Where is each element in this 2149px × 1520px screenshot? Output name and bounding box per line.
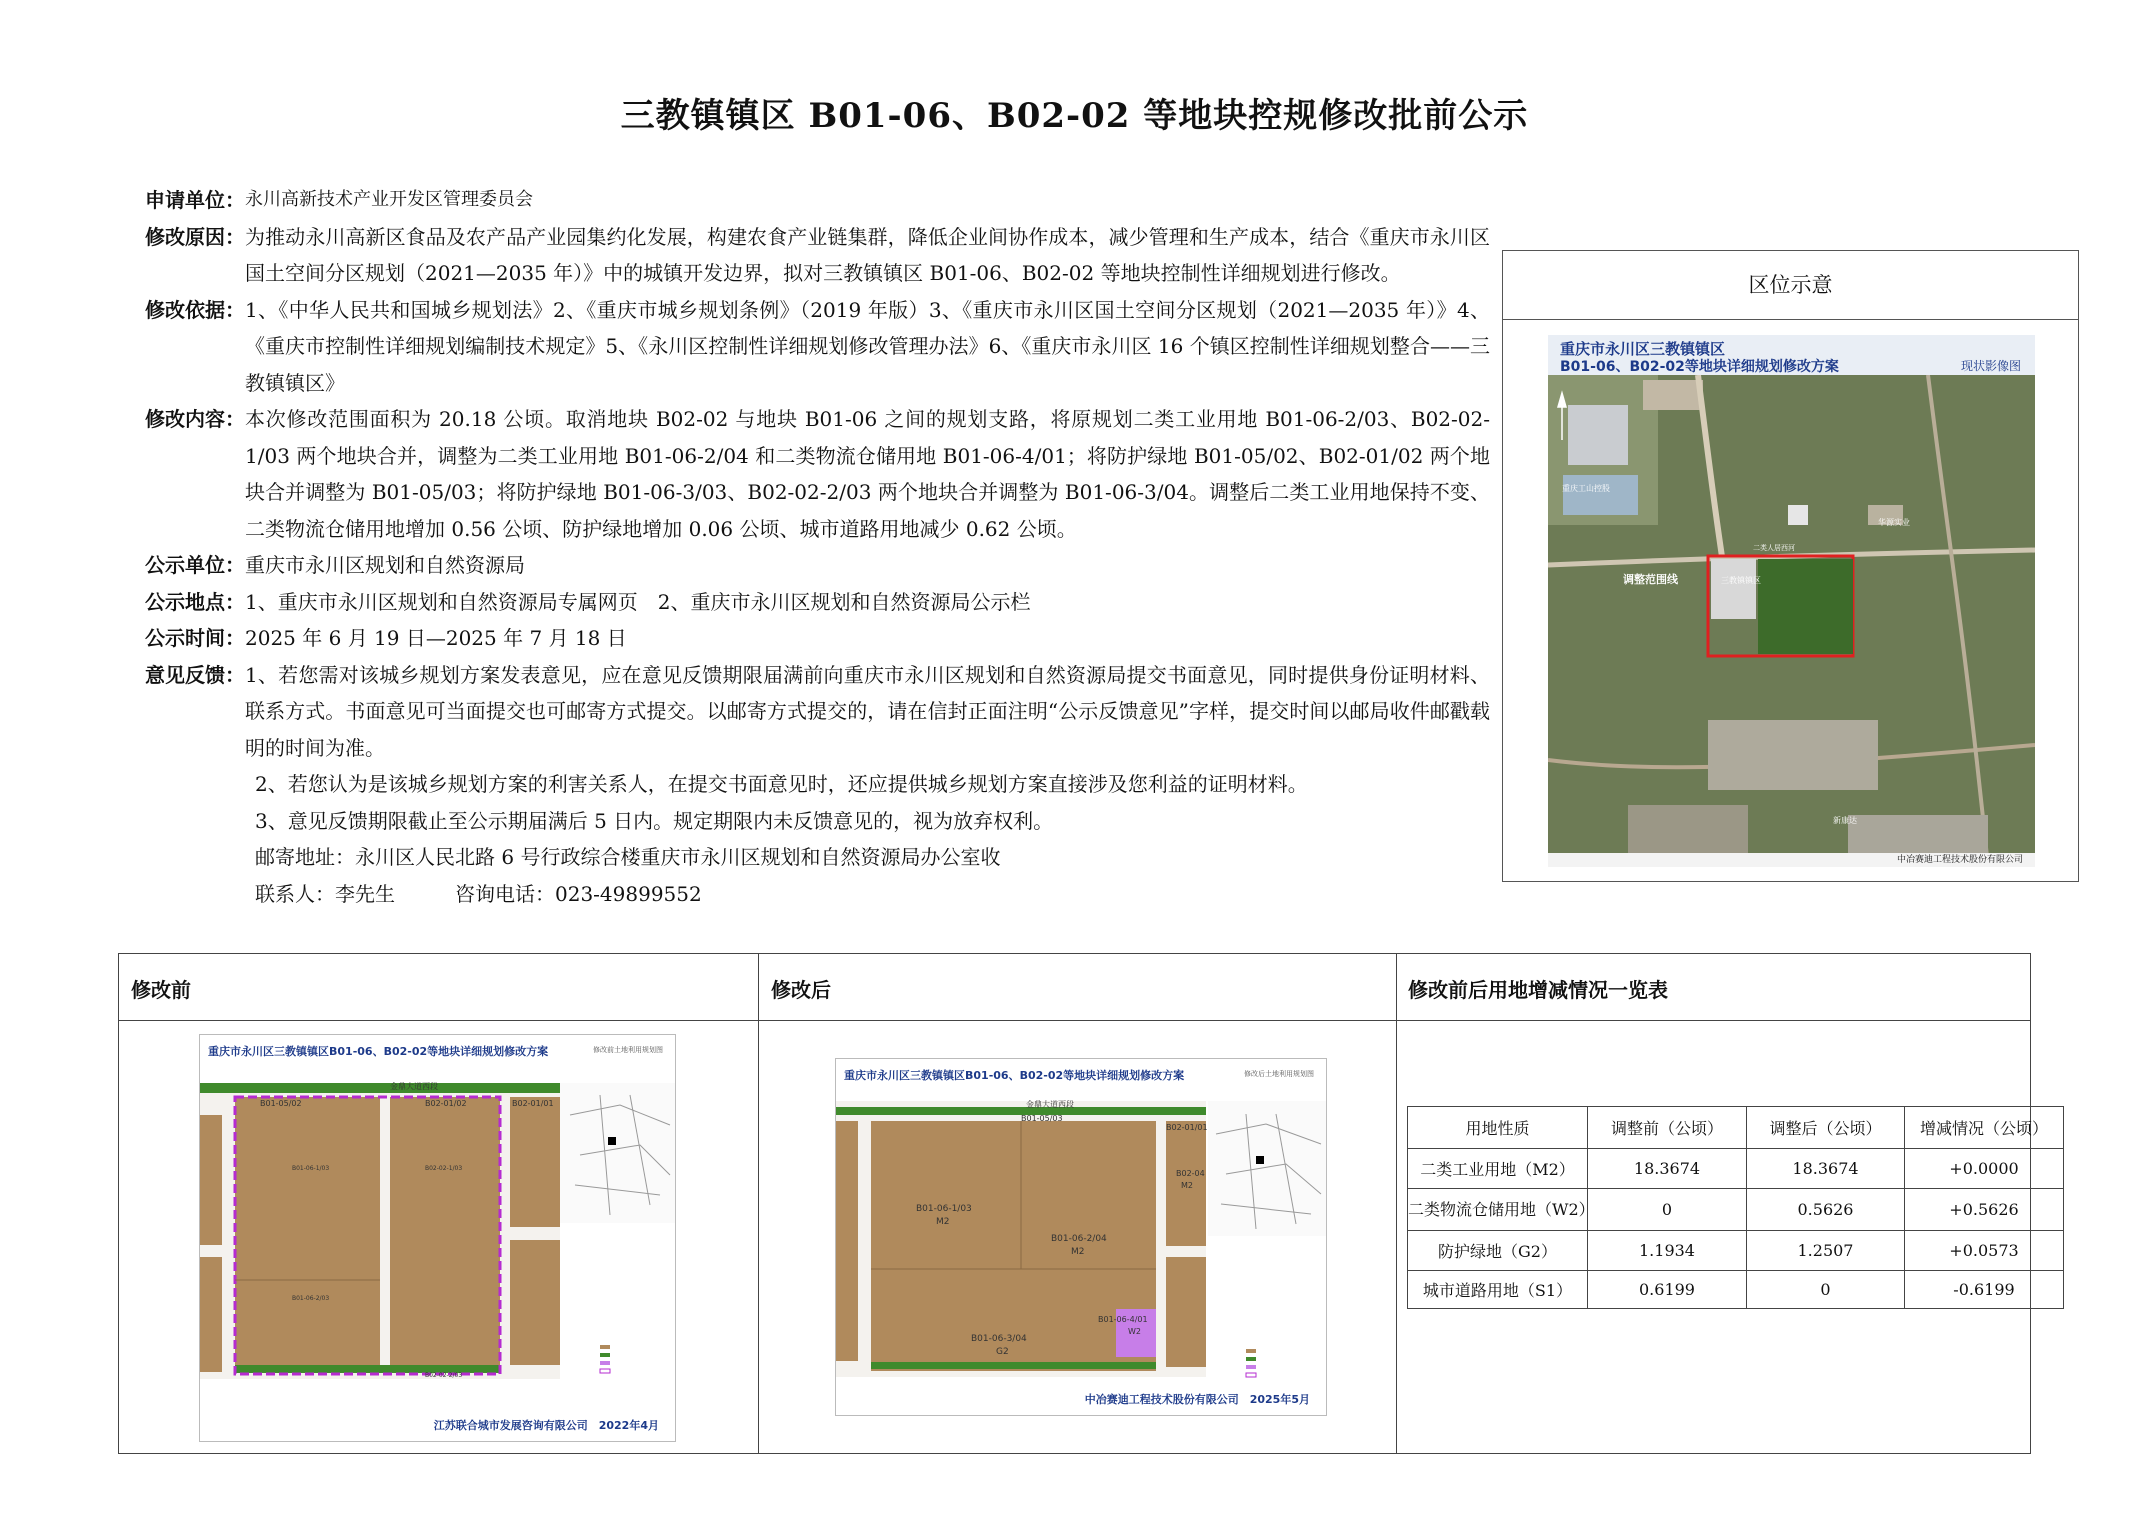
- table-cell: 18.3674: [1747, 1149, 1905, 1189]
- feedback-item-3: 3、意见反馈期限截止至公示期届满后 5 日内。规定期限内未反馈意见的，视为放弃权利。: [255, 808, 1054, 833]
- applicant-label: 申请单位：: [145, 188, 245, 212]
- table-header-row: [1408, 1107, 2064, 1149]
- location-map-subtitle: B01-06、B02-02等地块详细规划修改方案: [1560, 359, 1839, 375]
- map-label-road: 二类人居西河: [1753, 544, 1795, 552]
- table-row: [1408, 1271, 2064, 1309]
- time-row: [145, 620, 1490, 657]
- mail-address: 邮寄地址：永川区人民北路 6 号行政综合楼重庆市永川区规划和自然资源局办公室收: [255, 845, 1001, 869]
- after-map-subtitle: 修改后土地利用规划图: [1244, 1070, 1314, 1078]
- before-header: 修改前: [131, 978, 191, 1002]
- before-parcel-label: B01-06-2/03: [292, 1295, 330, 1302]
- after-parcel-label: B01-06-1/03: [916, 1204, 972, 1214]
- satellite-map-graphic: [1548, 335, 2035, 867]
- publisher-row: [145, 547, 1490, 584]
- location-header: 区位示意: [1503, 251, 2078, 320]
- table-cell: 城市道路用地（S1）: [1408, 1271, 1588, 1309]
- notice-info: [145, 182, 1490, 912]
- publisher-value: 重庆市永川区规划和自然资源局: [245, 553, 525, 577]
- location-satellite-image: [1548, 335, 2035, 867]
- table-row: [1408, 1231, 2064, 1271]
- after-plan-map: [835, 1058, 1327, 1416]
- before-parcel-label: B01-05/02: [260, 1099, 302, 1108]
- reason-row: [145, 219, 1490, 292]
- table-cell: 0: [1588, 1189, 1747, 1231]
- contact-info: 联系人：李先生 咨询电话：023-49899552: [255, 881, 702, 906]
- table-cell: 1.2507: [1747, 1231, 1905, 1271]
- table-row: [1408, 1149, 2064, 1189]
- content-label: 修改内容：: [145, 407, 245, 431]
- map-label-company: 重庆工山控股: [1562, 484, 1610, 493]
- before-parcel-label: B02-01/01: [512, 1099, 554, 1108]
- column-divider: [758, 954, 759, 1453]
- map-label-industry: 华源实业: [1878, 518, 1910, 527]
- table-header-cell: 调整后（公顷）: [1747, 1107, 1905, 1149]
- table-header-cell: 用地性质: [1408, 1107, 1588, 1149]
- table-cell: 0.6199: [1588, 1271, 1747, 1309]
- before-parcel-label: B02-01/02: [425, 1099, 467, 1108]
- place-label: 公示地点：: [145, 589, 245, 614]
- before-map-footer: 江苏联合城市发展咨询有限公司 2022年4月: [433, 1419, 659, 1432]
- after-map-footer: 中冶赛迪工程技术股份有限公司 2025年5月: [1084, 1393, 1310, 1406]
- feedback-label: 意见反馈：: [145, 662, 245, 687]
- before-plan-graphic: [200, 1035, 676, 1442]
- before-parcel-label: B02-02-2/03: [425, 1372, 463, 1379]
- after-parcel-label: B01-05/03: [1021, 1114, 1063, 1123]
- after-parcel-label: B01-06-3/04: [971, 1334, 1027, 1344]
- table-row: [1408, 1189, 2064, 1231]
- after-type-label: W2: [1128, 1327, 1141, 1336]
- comparison-header-row: [119, 954, 2030, 1021]
- before-map-title: 重庆市永川区三教镇镇区B01-06、B02-02等地块详细规划修改方案: [208, 1045, 549, 1058]
- reason-value: 为推动永川高新区食品及农产品产业园集约化发展，构建农食产业链集群，降低企业间协作成本，减少管理和生产成本，结合《重庆市永川区国土空间分区规划（2021—2035 年）》中的城镇开发边界，拟对三教镇镇区 B01-06、B02-02 等地块控制性详细规划进行修改。: [245, 224, 1490, 285]
- summary-header: 修改前后用地增减情况一览表: [1408, 978, 1668, 1002]
- before-plan-map: [199, 1034, 676, 1442]
- column-divider: [1396, 954, 1397, 1453]
- map-label-town: 三教镇镇区: [1721, 576, 1761, 585]
- location-map-footer: 中冶赛迪工程技术股份有限公司: [1548, 853, 2035, 867]
- basis-value: 1、《中华人民共和国城乡规划法》2、《重庆市城乡规划条例》（2019 年版）3、《重庆市永川区国土空间分区规划（2021—2035 年）》4、《重庆市控制性详细规划编制技术规定》5、《永川区控制性详细规划修改管理办法》6、《重庆市永川区 16 个镇区控制性详细规划整合——三教镇镇区》: [245, 297, 1490, 395]
- map-label-village: 新康达: [1833, 816, 1857, 825]
- location-map-title: 重庆市永川区三教镇镇区: [1560, 340, 1726, 358]
- after-type-label: M2: [1181, 1181, 1193, 1190]
- table-cell: +0.0000: [1905, 1149, 2064, 1189]
- table-cell: +0.0573: [1905, 1231, 2064, 1271]
- basis-label: 修改依据：: [145, 297, 245, 322]
- content-value: 本次修改范围面积为 20.18 公顷。取消地块 B02-02 与地块 B01-06 之间的规划支路，将原规划二类工业用地 B01-06-2/03、B02-02-1/03 两个地块合并，调整为二类工业用地 B01-06-2/04 和二类物流仓储用地 B01-06-4/01；将防护绿地 B01-05/02、B02-01/02 两个地块合并调整为 B01-05/03；将防护绿地 B01-06-3/03、B02-02-2/03 两个地块合并调整为 B01-06-3/04。调整后二类工业用地保持不变、二类物流仓储用地增加 0.56 公顷、防护绿地增加 0.06 公顷、城市道路用地减少 0.62 公顷。: [245, 407, 1490, 541]
- table-cell: 18.3674: [1588, 1149, 1747, 1189]
- table-cell: 二类工业用地（M2）: [1408, 1149, 1588, 1189]
- table-cell: 防护绿地（G2）: [1408, 1231, 1588, 1271]
- before-map-subtitle: 修改前土地利用规划图: [593, 1046, 663, 1054]
- basis-row: [145, 292, 1490, 402]
- after-type-label: M2: [1071, 1247, 1085, 1257]
- feedback-item-2: 2、若您认为是该城乡规划方案的利害关系人，在提交书面意见时，还应提供城乡规划方案直接涉及您利益的证明材料。: [255, 772, 1308, 796]
- after-header: 修改后: [771, 978, 831, 1002]
- time-label: 公示时间：: [145, 626, 245, 650]
- location-map-type: 现状影像图: [1960, 359, 2021, 373]
- table-cell: 1.1934: [1588, 1231, 1747, 1271]
- content-row: [145, 401, 1490, 547]
- feedback-row: [145, 657, 1490, 767]
- page-title: 三教镇镇区 B01-06、B02-02 等地块控规修改批前公示: [620, 96, 1529, 136]
- table-header-cell: 增减情况（公顷）: [1905, 1107, 2064, 1149]
- before-parcel-label: B01-06-1/03: [292, 1165, 330, 1172]
- after-type-label: G2: [996, 1347, 1009, 1357]
- table-cell: 二类物流仓储用地（W2）: [1408, 1189, 1588, 1231]
- after-parcel-label: B02-01/01: [1166, 1123, 1208, 1132]
- place-row: [145, 584, 1490, 621]
- after-parcel-label: B01-06-2/04: [1051, 1234, 1107, 1244]
- before-road-label: 金鼎大道西段: [390, 1082, 438, 1091]
- after-road-label: 金鼎大道西段: [1026, 1100, 1074, 1109]
- table-cell: 0: [1747, 1271, 1905, 1309]
- after-map-title: 重庆市永川区三教镇镇区B01-06、B02-02等地块详细规划修改方案: [844, 1069, 1185, 1082]
- table-cell: +0.5626: [1905, 1189, 2064, 1231]
- map-label-adjust-range: 调整范围线: [1623, 573, 1678, 586]
- table-cell: -0.6199: [1905, 1271, 2064, 1309]
- after-parcel-label: B01-06-4/01: [1098, 1315, 1148, 1324]
- after-parcel-label: B02-04: [1176, 1169, 1205, 1178]
- time-value: 2025 年 6 月 19 日—2025 年 7 月 18 日: [245, 626, 627, 650]
- publisher-label: 公示单位：: [145, 553, 245, 577]
- land-use-summary-table: [1407, 1106, 2064, 1309]
- place-value: 1、重庆市永川区规划和自然资源局专属网页 2、重庆市永川区规划和自然资源局公示栏: [245, 589, 1031, 614]
- table-header-cell: 调整前（公顷）: [1588, 1107, 1747, 1149]
- applicant-value: 永川高新技术产业开发区管理委员会: [245, 189, 533, 210]
- table-cell: 0.5626: [1747, 1189, 1905, 1231]
- before-parcel-label: B02-02-1/03: [425, 1165, 463, 1172]
- applicant-row: [145, 182, 1490, 219]
- location-panel: [1502, 250, 2079, 882]
- feedback-item-1: 1、若您需对该城乡规划方案发表意见，应在意见反馈期限届满前向重庆市永川区规划和自然资源局提交书面意见，同时提供身份证明材料、联系方式。书面意见可当面提交也可邮寄方式提交。以邮寄方式提交的，请在信封正面注明“公示反馈意见”字样，提交时间以邮局收件邮戳载明的时间为准。: [245, 662, 1490, 760]
- after-type-label: M2: [936, 1217, 950, 1227]
- reason-label: 修改原因：: [145, 224, 245, 249]
